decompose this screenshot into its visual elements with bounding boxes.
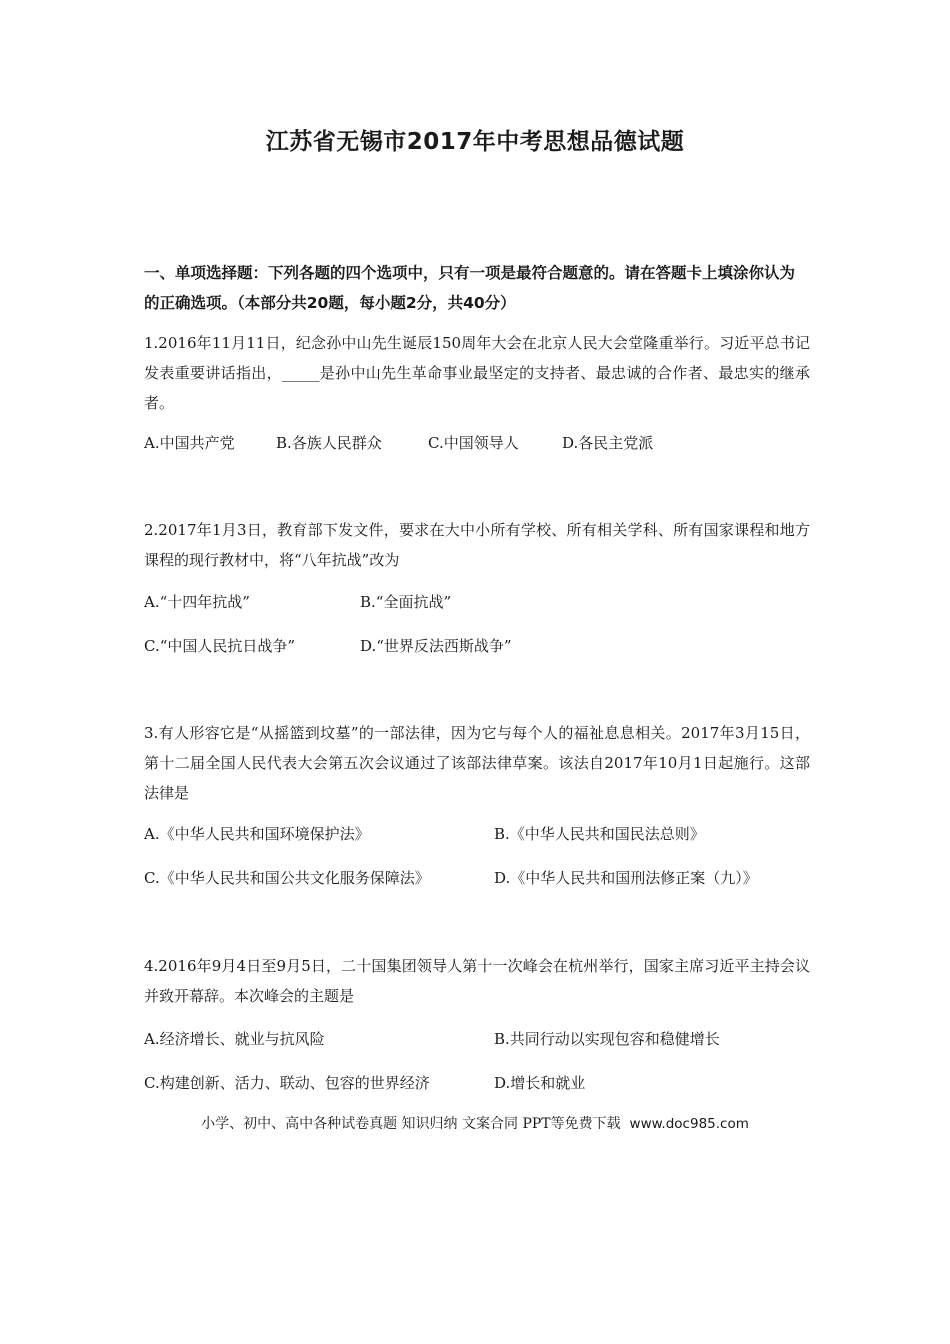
question-2-stem: 2.2017年1月3日，教育部下发文件，要求在大中小所有学校、所有相关学科、所有国家课程和地方课程的现行教材中，将“八年抗战”改为 bbox=[144, 521, 810, 569]
question-3-option-a: A.《中华人民共和国环境保护法》 bbox=[144, 825, 370, 843]
footer bbox=[0, 1111, 950, 1137]
question-3-option-b: B.《中华人民共和国民法总则》 bbox=[494, 825, 705, 843]
question-1-option-b: B.各族人民群众 bbox=[276, 434, 382, 452]
question-4-option-d: D.增长和就业 bbox=[494, 1074, 586, 1092]
question-4-option-c: C.构建创新、活力、联动、包容的世界经济 bbox=[144, 1074, 430, 1092]
question-1-option-d: D.各民主党派 bbox=[562, 434, 654, 452]
question-3-option-d: D.《中华人民共和国刑法修正案（九）》 bbox=[494, 869, 758, 887]
question-2-option-c: C.“中国人民抗日战争” bbox=[144, 637, 296, 655]
question-1-option-c: C.中国领导人 bbox=[428, 434, 519, 452]
question-2-option-a: A.“十四年抗战” bbox=[144, 593, 250, 611]
question-3-option-c: C.《中华人民共和国公共文化服务保障法》 bbox=[144, 869, 430, 887]
page-title: 江苏省无锡市2017年中考思想品德试题 bbox=[265, 129, 685, 155]
footer-text: 小学、初中、高中各种试卷真题 知识归纳 文案合同 PPT等免费下载 bbox=[201, 1116, 621, 1132]
question-1-option-a: A.中国共产党 bbox=[144, 434, 235, 452]
question-2-option-d: D.“世界反法西斯战争” bbox=[360, 637, 512, 655]
question-4-option-a: A.经济增长、就业与抗风险 bbox=[144, 1030, 325, 1048]
question-4-option-b: B.共同行动以实现包容和稳健增长 bbox=[494, 1030, 720, 1048]
question-1-stem: 1.2016年11月11日，纪念孙中山先生诞辰150周年大会在北京人民大会堂隆重举行。习近平总书记发表重要讲话指出，_____是孙中山先生革命事业最坚定的支持者、最忠诚的合作者、最忠实的继承者。 bbox=[144, 334, 810, 412]
question-4-stem: 4.2016年9月4日至9月5日，二十国集团领导人第十一次峰会在杭州举行，国家主席习近平主持会议并致开幕辞。本次峰会的主题是 bbox=[144, 957, 810, 1005]
footer-site-link[interactable]: www.doc985.com bbox=[629, 1116, 749, 1132]
question-3-stem: 3.有人形容它是“从摇篮到坟墓”的一部法律，因为它与每个人的福祉息息相关。2017年3月15日，第十二届全国人民代表大会第五次会议通过了该部法律草案。该法自2017年10月1日起施行。这部法律是 bbox=[144, 724, 810, 802]
question-2-option-b: B.“全面抗战” bbox=[360, 593, 452, 611]
section-heading: 一、单项选择题：下列各题的四个选项中，只有一项是最符合题意的。请在答题卡上填涂你认为的正确选项。（本部分共20题，每小题2分，共40分） bbox=[144, 264, 796, 312]
